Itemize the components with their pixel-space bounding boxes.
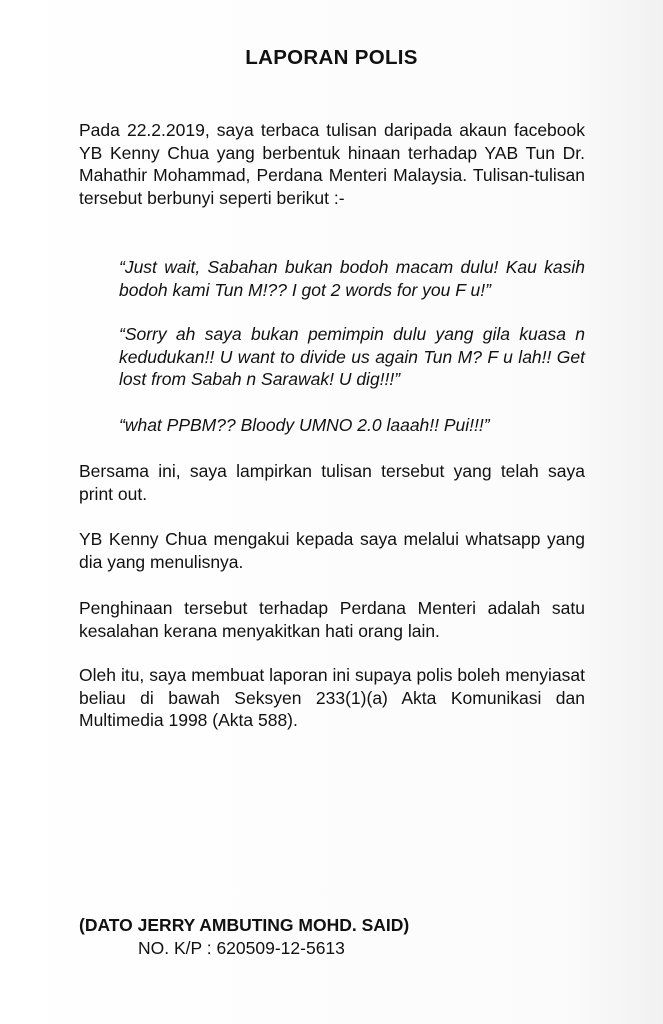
- paragraph-attachment: Bersama ini, saya lampirkan tulisan tersebut yang telah saya print out.: [79, 461, 585, 504]
- quote-1: “Just wait, Sabahan bukan bodoh macam dulu! Kau kasih bodoh kami Tun M!?? I got 2 words for you F u!”: [119, 257, 585, 300]
- signer-name: (DATO JERRY AMBUTING MOHD. SAID): [79, 915, 410, 935]
- paragraph-admission: YB Kenny Chua mengakui kepada saya melalui whatsapp yang dia yang menulisnya.: [79, 529, 585, 572]
- paragraph-request: Oleh itu, saya membuat laporan ini supaya polis boleh menyiasat beliau di bawah Seksyen 233(1)(a) Akta Komunikasi dan Multimedia 1998 (Akta 588).: [79, 665, 585, 730]
- paragraph-offence: Penghinaan tersebut terhadap Perdana Menteri adalah satu kesalahan kerana menyakitkan hati orang lain.: [79, 598, 585, 641]
- quote-2: “Sorry ah saya bukan pemimpin dulu yang gila kuasa n kedudukan!! U want to divide us again Tun M? F u lah!! Get lost from Sabah n Sarawak! U dig!!!”: [119, 324, 585, 389]
- signer-id-number: NO. K/P : 620509-12-5613: [138, 938, 345, 958]
- quote-3: “what PPBM?? Bloody UMNO 2.0 laaah!! Pui!!!”: [119, 415, 490, 435]
- intro-paragraph: Pada 22.2.2019, saya terbaca tulisan daripada akaun facebook YB Kenny Chua yang berbentuk hinaan terhadap YAB Tun Dr. Mahathir Mohammad, Perdana Menteri Malaysia. Tulisan-tulisan tersebut berbunyi seperti berikut :-: [79, 120, 585, 208]
- document-title: LAPORAN POLIS: [245, 46, 418, 69]
